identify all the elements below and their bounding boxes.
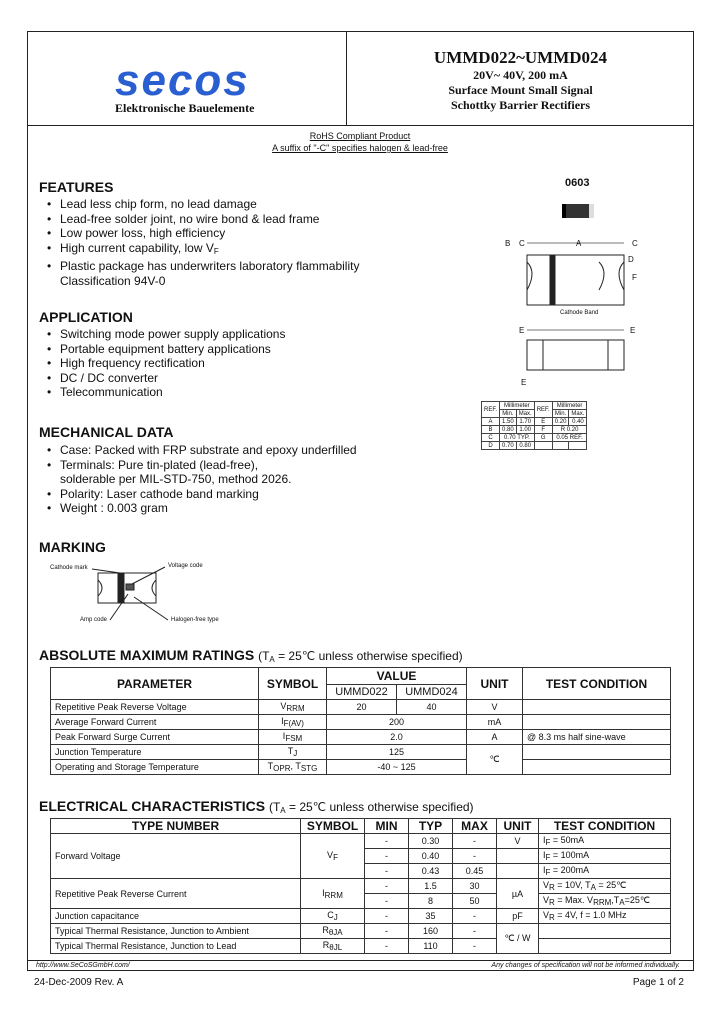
application-title: APPLICATION [39,309,133,325]
cathode-band-label: Cathode Band [560,310,599,316]
table-cell [539,834,671,849]
package-chip-image [562,204,594,218]
company-logo: secos [115,56,250,105]
table-cell: - [365,834,409,849]
list-item: • Plastic package has underwriters laboratory flammability [39,259,359,274]
dim-label-e1: E [519,326,525,335]
table-row [51,715,671,730]
table-cell: 1.00 [516,426,534,434]
subscript: RRM [324,890,343,900]
table-row [482,426,587,434]
table-cell: - [453,834,497,849]
table-header: SYMBOL [259,668,327,700]
table-row [51,700,671,715]
table-cell: 1.50 [500,418,517,426]
dim-label-d: D [628,255,634,264]
table-cell [301,939,365,954]
table-cell: µA [497,879,539,909]
table-cell: 0.70 [500,442,517,450]
table-header: Millimeter [552,402,587,410]
subscript: R [549,883,555,892]
table-cell: D [482,442,500,450]
list-item: • Weight : 0.003 gram [39,501,357,516]
symbol-text: V [327,850,334,860]
table-cell [259,715,327,730]
table-cell [259,730,327,745]
table-cell: 30 [453,879,497,894]
cond-text: (T [258,649,270,663]
table-row [482,442,587,450]
rating-line: 20V~ 40V, 200 mA [473,68,568,82]
table-header: UMMD024 [397,685,467,700]
page-number: Page 1 of 2 [632,977,684,988]
symbol-text: V [280,701,287,711]
cond-text: V [543,895,550,905]
table-header: SYMBOL [301,819,365,834]
table-cell: ℃ / W [497,924,539,954]
table-cell: - [365,849,409,864]
subscript: RRM [286,704,305,713]
package-top-view [527,255,624,305]
table-cell: -40 ~ 125 [327,760,467,775]
table-cell: - [453,924,497,939]
cond-text: = 10V, T [554,880,591,890]
dim-label-c: C [519,239,525,248]
subscript: F [213,246,219,256]
spec-change-note: Any changes of specification will not be informed individually. [491,962,680,969]
table-header: REF. [482,402,500,418]
table-cell [301,834,365,879]
table-row [482,434,587,442]
list-item: solderable per MIL-STD-750, method 2026. [60,472,292,486]
table-cell: - [365,894,409,909]
symbol-text: I [282,731,286,741]
table-header: Millimeter [500,402,535,410]
table-cell [259,760,327,775]
list-item: • Terminals: Pure tin-plated (lead-free), [39,458,357,473]
cond-text: V [543,880,550,890]
subscript: A [269,655,275,664]
cond-text: = 4V, f = 1.0 MHz [554,910,627,920]
table-cell: 0.43 [409,864,453,879]
table-cell: Typical Thermal Resistance, Junction to Ambient [51,924,301,939]
table-cell: 40 [397,700,467,715]
subscript: F(AV) [283,719,304,728]
table-cell: 50 [453,894,497,909]
list-item: • DC / DC converter [39,371,285,386]
abs-max-heading: ABSOLUTE MAXIMUM RATINGS [39,647,255,663]
table-row [51,939,671,954]
table-cell: B [482,426,500,434]
table-cell: Operating and Storage Temperature [51,760,259,775]
table-cell [259,745,327,760]
table-cell [259,700,327,715]
table-cell: 0.20 [552,418,569,426]
table-cell [301,909,365,924]
table-cell [552,442,569,450]
table-cell: 8 [409,894,453,909]
table-cell: 1.70 [516,418,534,426]
table-cell [301,924,365,939]
abs-max-title [39,647,463,664]
table-cell: - [365,924,409,939]
list-item: • Low power loss, high efficiency [39,226,359,241]
table-cell: mA [467,715,523,730]
table-cell: - [453,939,497,954]
table-cell: 160 [409,924,453,939]
cond-text: = 25℃ unless otherwise specified) [285,800,474,814]
table-cell [523,715,671,730]
table-cell: 110 [409,939,453,954]
table-header: Min. [552,410,569,418]
table-cell: V [497,834,539,849]
symbol-text: T [287,746,294,756]
table-cell: R 0.20 [552,426,587,434]
list-item: • Switching mode power supply applications [39,327,285,342]
table-cell: 0.80 [516,442,534,450]
logo-subtitle: Elektronische Bauelemente [115,101,255,115]
table-cell: Peak Forward Surge Current [51,730,259,745]
table-cell: ℃ [467,745,523,775]
table-cell: 0.45 [453,864,497,879]
table-cell: G [534,434,552,442]
table-cell: - [453,909,497,924]
table-cell: Repetitive Peak Reverse Voltage [51,700,259,715]
cond-text: V [543,910,550,920]
table-cell: - [453,849,497,864]
list-item: • Case: Packed with FRP substrate and epoxy underfilled [39,443,357,458]
table-header: UNIT [497,819,539,834]
voltage-code-label: Voltage code [168,563,203,569]
table-header: TYP [409,819,453,834]
cond-text: = 50mA [550,835,585,845]
cond-text: ,T [611,895,620,905]
table-cell [497,849,539,864]
description-line-1: Surface Mount Small Signal [448,83,593,97]
table-cell: 0.80 [500,426,517,434]
table-cell [523,700,671,715]
list-item: Classification 94V-0 [60,273,166,288]
table-cell: E [534,418,552,426]
subscript: A [619,898,625,907]
table-cell: @ 8.3 ms half sine-wave [523,730,671,745]
abs-max-table [50,667,671,775]
dim-label-e3: E [521,378,527,387]
table-header: Max. [569,410,587,418]
subscript: A [280,806,286,815]
table-header: Max. [516,410,534,418]
table-cell [523,745,671,760]
table-cell: 125 [327,745,467,760]
table-cell: Average Forward Current [51,715,259,730]
table-cell [301,879,365,909]
symbol-text: I [281,716,284,726]
elec-table [50,818,671,954]
symbol-text: C [327,910,334,920]
rohs-line-1: RoHS Compliant Product [309,131,411,141]
elec-heading: ELECTRICAL CHARACTERISTICS [39,798,266,814]
cond-text: = 200mA [550,865,590,875]
table-cell: - [365,939,409,954]
table-cell: Junction Temperature [51,745,259,760]
subscript: F [333,853,338,862]
cathode-mark-label: Cathode mark [50,565,88,571]
table-cell: - [365,909,409,924]
table-cell: 1.5 [409,879,453,894]
table-header: MAX [453,819,497,834]
elec-condition [269,800,474,814]
subscript: R [549,898,555,907]
table-cell [539,894,671,909]
dim-label-b: B [505,239,511,248]
table-cell [539,924,671,939]
cond-text: (T [268,800,281,814]
table-header: VALUE [327,668,467,685]
symbol-text: I [322,887,325,898]
cond-text: = 25℃ unless otherwise specified) [274,649,463,663]
table-cell: A [482,418,500,426]
table-cell [539,849,671,864]
dim-label-c2: C [632,239,638,248]
subscript: FSM [285,734,303,743]
table-row [51,819,671,834]
table-cell: 200 [327,715,467,730]
table-row [482,418,587,426]
table-cell [539,864,671,879]
symbol-text: T [267,761,274,771]
table-cell: 0.40 [409,849,453,864]
table-cell: Repetitive Peak Reverse Current [51,879,301,909]
table-cell [539,879,671,894]
table-row [51,879,671,894]
marking-cathode-band [118,573,124,603]
table-header: PARAMETER [51,668,259,700]
cond-text: = 25℃ [595,880,627,890]
table-cell: 0.40 [569,418,587,426]
table-header: UNIT [467,668,523,700]
subscript: F [545,868,551,877]
website-url[interactable]: http://www.SeCoSGmbH.com/ [36,962,130,969]
cond-text: I [543,865,546,875]
table-cell: pF [497,909,539,924]
table-cell [523,760,671,775]
subscript: F [545,853,551,862]
cond-text: = Max. V [554,895,594,905]
table-row [51,760,671,775]
subscript: A [590,883,596,892]
symbol-text: R [322,925,329,935]
dim-label-a: A [576,239,582,248]
table-cell: - [365,864,409,879]
mechanical-title: MECHANICAL DATA [39,424,174,440]
footer-divider [27,960,694,961]
table-cell: Forward Voltage [51,834,301,879]
package-name: 0603 [565,177,590,189]
table-row [51,834,671,849]
cond-text: = 100mA [550,850,590,860]
table-header: TEST CONDITION [539,819,671,834]
description-line-2: Schottky Barrier Rectifiers [450,98,591,112]
subscript: OPR [273,764,291,773]
table-cell: V [467,700,523,715]
subscript: θJA [328,928,343,937]
abs-max-condition [258,649,463,663]
table-row [482,402,587,410]
features-title: FEATURES [39,179,114,195]
table-header: TYPE NUMBER [51,819,301,834]
subscript: F [545,838,551,847]
list-item: • High frequency rectification [39,356,285,371]
table-row [51,745,671,760]
package-side-view [527,340,624,370]
revision-date: 24-Dec-2009 Rev. A [34,977,124,988]
part-title: UMMD022~UMMD024 [433,48,608,67]
table-cell: 20 [327,700,397,715]
marking-title: MARKING [39,539,106,555]
table-cell: 0.05 REF. [552,434,587,442]
list-item: • Portable equipment battery applications [39,342,285,357]
subscript: J [293,749,298,758]
cond-text: I [543,835,546,845]
table-cell [539,909,671,924]
table-cell: F [534,426,552,434]
list-item: • Polarity: Laser cathode band marking [39,487,357,502]
rohs-line-2: A suffix of "-C" specifies halogen & lead-free [272,143,448,153]
table-header: REF. [534,402,552,418]
subscript: R [549,913,555,922]
table-cell: 2.0 [327,730,467,745]
table-row [51,909,671,924]
table-cell: Junction capacitance [51,909,301,924]
table-row [51,924,671,939]
list-item: • Telecommunication [39,385,285,400]
symbol-text: , T [290,761,301,771]
elec-title [39,798,474,815]
cond-text: =25℃ [624,895,650,905]
table-header: TEST CONDITION [523,668,671,700]
feature-text: High current capability, low V [60,240,214,255]
amp-code-label: Amp code [80,617,108,623]
list-item: • Lead less chip form, no lead damage [39,197,359,212]
dim-label-e2: E [630,326,636,335]
table-cell: 0.30 [409,834,453,849]
table-cell: 0.70 TYP. [500,434,535,442]
table-row [51,668,671,685]
subscript: STG [300,764,318,773]
table-header: UMMD022 [327,685,397,700]
symbol-text: R [322,940,330,950]
table-cell: 35 [409,909,453,924]
table-cell: - [365,879,409,894]
table-cell: Typical Thermal Resistance, Junction to Lead [51,939,301,954]
subscript: θJL [329,943,343,952]
table-cell [497,864,539,879]
table-row [51,730,671,745]
dimension-table [481,401,587,450]
halogen-type-label: Halogen-free type [171,617,219,623]
table-header: Min. [500,410,517,418]
table-cell [539,939,671,954]
table-cell [534,442,552,450]
table-cell: C [482,434,500,442]
cond-text: I [543,850,546,860]
table-cell: A [467,730,523,745]
table-cell [569,442,587,450]
subscript: RRM [593,898,612,907]
dim-label-f: F [632,273,637,282]
list-item: • Lead-free solder joint, no wire bond & lead frame [39,212,359,227]
table-header: MIN [365,819,409,834]
subscript: J [333,913,338,922]
